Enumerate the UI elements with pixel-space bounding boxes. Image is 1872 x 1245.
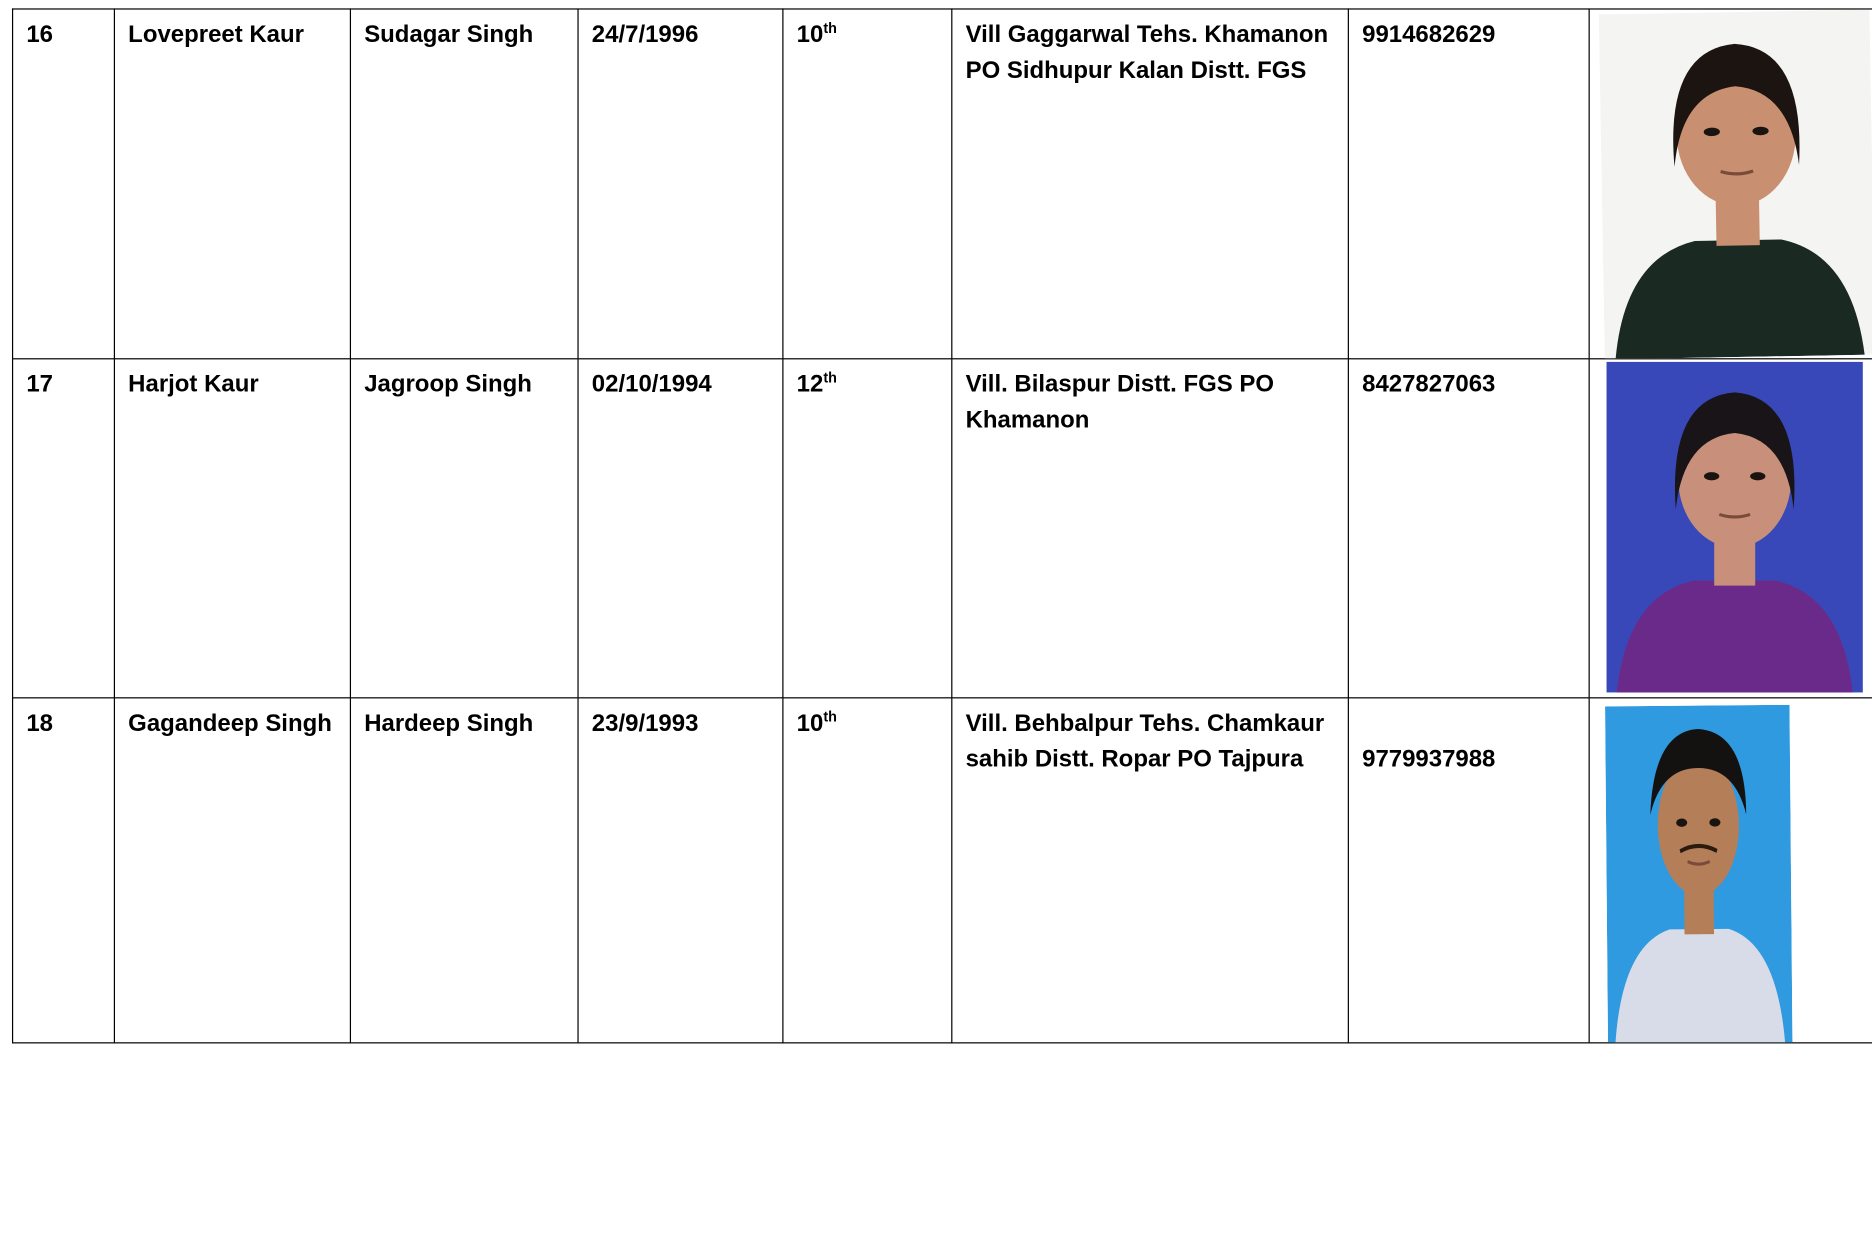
- address: Vill. Behbalpur Tehs. Chamkaur sahib Distt. Ropar PO Tajpura: [952, 698, 1349, 1043]
- address: Vill. Bilaspur Distt. FGS PO Khamanon: [952, 359, 1349, 698]
- qualification: [783, 359, 952, 698]
- serial-number: 17: [13, 359, 115, 698]
- phone-number: 9914682629: [1348, 9, 1589, 359]
- father-name: Sudagar Singh: [350, 9, 578, 359]
- phone-number: [1348, 698, 1589, 1043]
- photo-cell: [1589, 698, 1872, 1043]
- qualification: [783, 698, 952, 1043]
- qualification-value: 12: [796, 371, 824, 398]
- candidate-table: [12, 8, 1872, 1043]
- candidate-photo: [1607, 362, 1863, 693]
- address: Vill Gaggarwal Tehs. Khamanon PO Sidhupur Kalan Distt. FGS: [952, 9, 1349, 359]
- phone-number-value: 9779937988: [1362, 746, 1496, 773]
- candidate-name: Lovepreet Kaur: [114, 9, 350, 359]
- candidate-name: Gagandeep Singh: [114, 698, 350, 1043]
- serial-number: 16: [13, 9, 115, 359]
- candidate-name: Harjot Kaur: [114, 359, 350, 698]
- father-name: Jagroop Singh: [350, 359, 578, 698]
- phone-number: 8427827063: [1348, 359, 1589, 698]
- qualification: [783, 9, 952, 359]
- photo-cell: [1589, 9, 1872, 359]
- qualification-value: 10: [796, 21, 824, 48]
- table-row: [13, 698, 1872, 1043]
- date-of-birth: 02/10/1994: [578, 359, 783, 698]
- qualification-value: 10: [796, 710, 824, 737]
- serial-number: 18: [13, 698, 115, 1043]
- qualification-suffix: th: [823, 708, 837, 726]
- date-of-birth: 23/9/1993: [578, 698, 783, 1043]
- photo-cell: [1589, 359, 1872, 698]
- table-row: [13, 9, 1872, 359]
- date-of-birth: 24/7/1996: [578, 9, 783, 359]
- qualification-suffix: th: [823, 19, 837, 37]
- candidate-photo: [1599, 10, 1872, 359]
- candidate-photo: [1605, 705, 1792, 1043]
- father-name: Hardeep Singh: [350, 698, 578, 1043]
- table-row: [13, 359, 1872, 698]
- qualification-suffix: th: [823, 369, 837, 387]
